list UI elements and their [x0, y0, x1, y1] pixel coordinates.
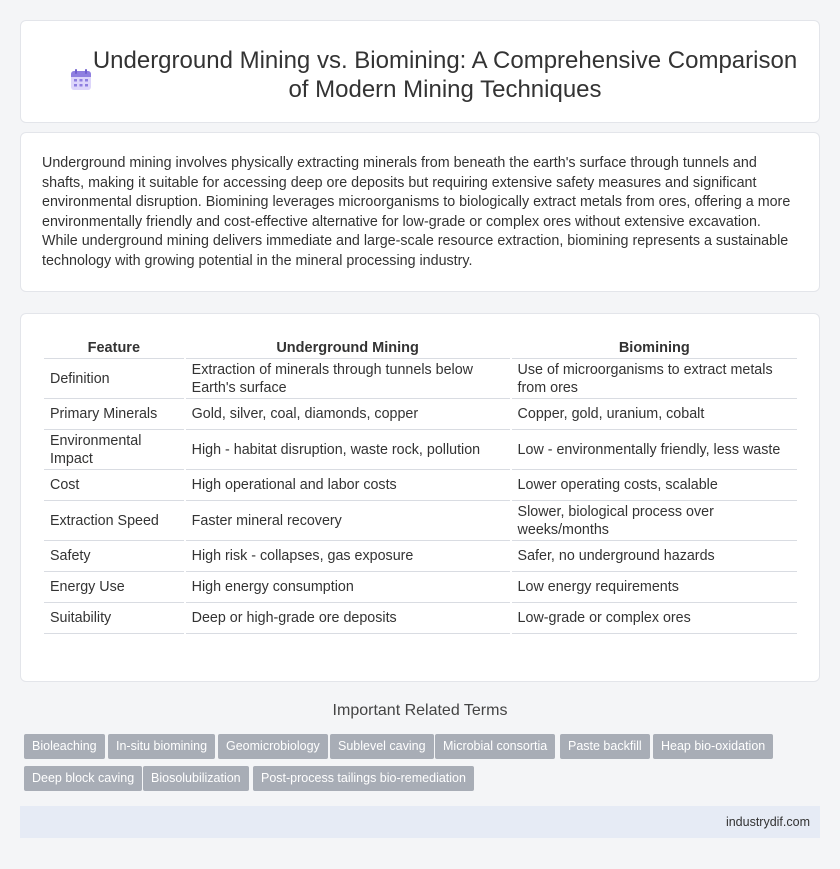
table-cell: Use of microorganisms to extract metals from ores: [512, 359, 797, 399]
table-cell: Low - environmentally friendly, less waste: [512, 430, 797, 470]
column-header-underground-mining: Underground Mining: [186, 333, 510, 359]
table-cell: High operational and labor costs: [186, 470, 510, 501]
related-term-tag[interactable]: Geomicrobiology: [218, 734, 328, 759]
column-header-biomining: Biomining: [512, 333, 797, 359]
comparison-table: [42, 333, 799, 634]
table-cell: Primary Minerals: [44, 399, 184, 430]
footer-site-link[interactable]: industrydif.com: [725, 815, 810, 829]
table-cell: Safer, no underground hazards: [512, 541, 797, 572]
table-cell: Extraction Speed: [44, 501, 184, 541]
table-cell: Lower operating costs, scalable: [512, 470, 797, 501]
related-term-tag[interactable]: In-situ biomining: [108, 734, 215, 759]
related-term-tag[interactable]: Microbial consortia: [435, 734, 555, 759]
table-cell: Environmental Impact: [44, 430, 184, 470]
table-cell: Slower, biological process over weeks/months: [512, 501, 797, 541]
table-row: [44, 501, 797, 541]
table-cell: Low energy requirements: [512, 572, 797, 603]
table-row: [44, 399, 797, 430]
table-header-row: [44, 333, 797, 359]
related-term-tag[interactable]: Heap bio-oxidation: [653, 734, 773, 759]
table-cell: High energy consumption: [186, 572, 510, 603]
table-row: [44, 572, 797, 603]
table-row: [44, 470, 797, 501]
related-term-tag[interactable]: Post-process tailings bio-remediation: [253, 766, 474, 791]
table-cell: High - habitat disruption, waste rock, pollution: [186, 430, 510, 470]
table-cell: Copper, gold, uranium, cobalt: [512, 399, 797, 430]
table-cell: Gold, silver, coal, diamonds, copper: [186, 399, 510, 430]
related-term-tag[interactable]: Biosolubilization: [143, 766, 249, 791]
footer: [20, 806, 820, 838]
table-row: [44, 541, 797, 572]
column-header-feature: Feature: [44, 333, 184, 359]
table-cell: Deep or high-grade ore deposits: [186, 603, 510, 634]
title-card: [20, 20, 820, 123]
table-cell: Safety: [44, 541, 184, 572]
related-term-tag[interactable]: Sublevel caving: [330, 734, 434, 759]
table-cell: Cost: [44, 470, 184, 501]
comparison-table-card: [20, 313, 820, 682]
table-row: [44, 430, 797, 470]
related-terms-heading: Important Related Terms: [332, 702, 508, 719]
table-cell: High risk - collapses, gas exposure: [186, 541, 510, 572]
table-row: [44, 603, 797, 634]
related-term-tag[interactable]: Bioleaching: [24, 734, 105, 759]
intro-paragraph: Underground mining involves physically extracting minerals from beneath the earth's surface through tunnels and shafts, making it suitable for accessing deep ore deposits but requiring extensive safety measures and significant environmental disruption. Biomining leverages microorganisms to biologically extract metals from ores, offering a more environmentally friendly and cost-effective alternative for low-grade or complex ores without extensive excavation. While underground mining delivers immediate and large-scale resource extraction, biomining represents a sustainable technology with growing potential in the mineral processing industry.: [42, 155, 791, 269]
table-cell: Extraction of minerals through tunnels below Earth's surface: [186, 359, 510, 399]
table-row: [44, 359, 797, 399]
table-cell: Faster mineral recovery: [186, 501, 510, 541]
related-term-tag[interactable]: Deep block caving: [24, 766, 142, 791]
intro-card: [20, 132, 820, 292]
related-term-tag[interactable]: Paste backfill: [560, 734, 650, 759]
table-cell: Energy Use: [44, 572, 184, 603]
page-title: Underground Mining vs. Biomining: A Comprehensive Comparison of Modern Mining Techniques: [92, 47, 798, 103]
table-cell: Suitability: [44, 603, 184, 634]
table-cell: Low-grade or complex ores: [512, 603, 797, 634]
table-cell: Definition: [44, 359, 184, 399]
